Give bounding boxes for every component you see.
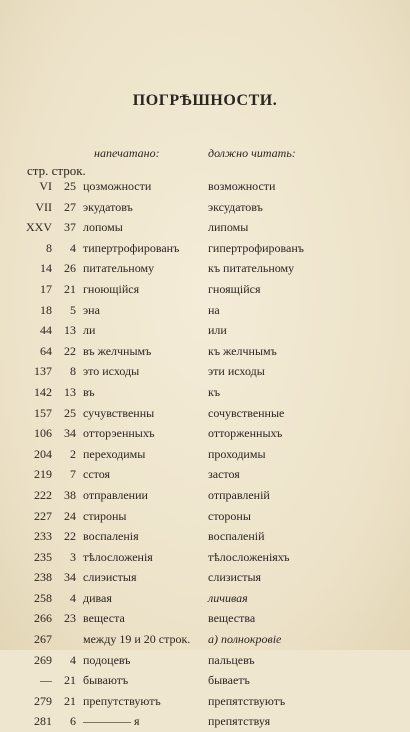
page-number: 238 xyxy=(34,570,52,585)
corrected-text: къ xyxy=(208,384,221,399)
errata-row xyxy=(0,197,410,218)
printed-text: препутствуютъ xyxy=(83,693,161,708)
printed-text: переходимы xyxy=(83,446,146,461)
printed-text: цозможности xyxy=(83,179,152,193)
printed-text: сстоя xyxy=(83,467,111,482)
printed-text: отторэенныхъ xyxy=(83,426,155,441)
line-number: 34 xyxy=(64,570,76,585)
page-number: 267 xyxy=(34,632,52,647)
corrected-text: бываетъ xyxy=(208,673,250,688)
line-number: 27 xyxy=(64,199,76,214)
page-number: 281 xyxy=(34,714,52,729)
printed-text: гноющiйся xyxy=(83,281,140,296)
corrected-text: воспаленiй xyxy=(208,529,265,544)
page-number: 266 xyxy=(34,611,52,626)
errata-row xyxy=(0,176,410,197)
errata-row xyxy=(0,608,410,629)
errata-row xyxy=(0,258,410,279)
corrected-text: отправленiй xyxy=(208,487,270,502)
errata-row xyxy=(0,711,410,732)
line-number: 21 xyxy=(64,693,76,708)
errata-row xyxy=(0,506,410,527)
printed-text: лопомы xyxy=(83,220,123,235)
corrected-text: отторженныхъ xyxy=(208,426,283,441)
line-number: 8 xyxy=(70,364,76,379)
printed-text: въ xyxy=(83,384,95,399)
errata-table xyxy=(0,176,410,732)
line-number: 4 xyxy=(70,590,76,605)
page-number: 269 xyxy=(34,652,52,667)
printed-text: тѣлосложенiя xyxy=(83,549,153,564)
page-number: 8 xyxy=(46,240,52,255)
errata-row xyxy=(0,629,410,650)
printed-text: эна xyxy=(83,302,100,317)
printed-text: питательному xyxy=(83,261,155,276)
page-number: 142 xyxy=(34,384,52,399)
errata-row xyxy=(0,382,410,403)
corrected-text: эти исходы xyxy=(208,364,265,379)
line-number: 21 xyxy=(64,281,76,296)
printed-text: ли xyxy=(83,323,96,338)
corrected-text: гноящiйся xyxy=(208,281,261,296)
errata-row xyxy=(0,403,410,424)
printed-text: дивая xyxy=(83,590,112,605)
line-number: 24 xyxy=(64,508,76,523)
printed-text: отправлении xyxy=(83,487,148,502)
corrected-text: застоя xyxy=(208,467,240,482)
page-number: 219 xyxy=(34,467,52,482)
page-title: ПОГРѢШНОСТИ. xyxy=(132,92,278,109)
printed-text: ———— я xyxy=(83,714,140,729)
line-number: 34 xyxy=(64,426,76,441)
errata-row xyxy=(0,341,410,362)
corrected-text: а) полнокровiе xyxy=(208,632,282,647)
errata-row xyxy=(0,464,410,485)
page-number: 227 xyxy=(34,508,52,523)
errata-row xyxy=(0,567,410,588)
errata-row xyxy=(0,279,410,300)
page-number: VII xyxy=(35,199,52,214)
corrected-text: проходимы xyxy=(208,446,266,461)
line-number: 23 xyxy=(64,611,76,626)
page-number: 106 xyxy=(34,426,52,441)
printed-text: подоцевъ xyxy=(83,652,131,667)
line-number: 4 xyxy=(70,652,76,667)
printed-text: типертрофированъ xyxy=(83,240,180,255)
line-number: 21 xyxy=(64,673,76,688)
should-read-column-header: должно читать: xyxy=(208,146,296,160)
corrected-text: къ желчнымъ xyxy=(208,343,277,358)
page-number: 204 xyxy=(34,446,52,461)
page-number: 157 xyxy=(34,405,52,420)
page-number: 222 xyxy=(34,487,52,502)
line-number: 7 xyxy=(70,467,76,482)
corrected-text: липомы xyxy=(208,220,249,235)
page-number: XXV xyxy=(26,220,52,235)
printed-text: между 19 и 20 строк. xyxy=(83,632,191,647)
page-number: 235 xyxy=(34,549,52,564)
errata-row xyxy=(0,588,410,609)
printed-text: стироны xyxy=(83,508,127,523)
corrected-text: эксудатовъ xyxy=(208,199,263,214)
errata-row xyxy=(0,320,410,341)
corrected-text: къ питательному xyxy=(208,261,295,276)
line-number: 22 xyxy=(64,343,76,358)
errata-row xyxy=(0,300,410,321)
line-number: 4 xyxy=(70,240,76,255)
corrected-text: на xyxy=(208,302,220,317)
errata-row xyxy=(0,650,410,671)
line-number: 37 xyxy=(64,220,76,235)
page-number: 18 xyxy=(40,302,52,317)
corrected-text: или xyxy=(208,323,227,338)
corrected-text: тѣлосложенiяхъ xyxy=(208,549,290,564)
line-number: 2 xyxy=(70,446,76,461)
corrected-text: сочувственные xyxy=(208,405,285,420)
line-number: 3 xyxy=(70,549,76,564)
page-number: — xyxy=(40,673,52,688)
printed-text: это исходы xyxy=(83,364,140,379)
corrected-text: вещества xyxy=(208,611,256,626)
page-number: 258 xyxy=(34,590,52,605)
line-number: 13 xyxy=(64,323,76,338)
page-number: 64 xyxy=(40,343,52,358)
corrected-text: стороны xyxy=(208,508,251,523)
page-number: 44 xyxy=(40,323,52,338)
corrected-text: возможности xyxy=(208,179,276,193)
errata-row xyxy=(0,423,410,444)
printed-text: вещеста xyxy=(83,611,125,626)
line-number: 38 xyxy=(64,487,76,502)
errata-row xyxy=(0,361,410,382)
page-number: 137 xyxy=(34,364,52,379)
corrected-text: препятствуя xyxy=(208,714,271,729)
page-number: 14 xyxy=(40,261,52,276)
line-number: 6 xyxy=(70,714,76,729)
line-number: 25 xyxy=(64,405,76,420)
line-number: 5 xyxy=(70,302,76,317)
printed-text: слиэистыя xyxy=(83,570,137,585)
corrected-text: гипертрофированъ xyxy=(208,240,304,255)
errata-row xyxy=(0,238,410,259)
printed-text: экудатовъ xyxy=(83,199,133,214)
corrected-text: пальцевъ xyxy=(208,652,255,667)
corrected-text: личивая xyxy=(208,590,248,605)
corrected-text: слизистыя xyxy=(208,570,262,585)
errata-row xyxy=(0,526,410,547)
printed-text: бываютъ xyxy=(83,673,129,688)
printed-column-header: напечатано: xyxy=(94,146,160,160)
page-number: 279 xyxy=(34,693,52,708)
printed-text: воспаленiя xyxy=(83,529,139,544)
page-number: VI xyxy=(39,179,52,193)
errata-row xyxy=(0,547,410,568)
errata-row xyxy=(0,670,410,691)
page-number: 17 xyxy=(40,281,52,296)
printed-text: сучувственны xyxy=(83,405,155,420)
line-number: 25 xyxy=(64,179,76,193)
line-number: 22 xyxy=(64,529,76,544)
page-number: 233 xyxy=(34,529,52,544)
page-line-column-header: стр. строк. xyxy=(27,163,86,178)
line-number: 13 xyxy=(64,384,76,399)
errata-row xyxy=(0,444,410,465)
printed-text: въ желчнымъ xyxy=(83,343,152,358)
errata-row xyxy=(0,691,410,712)
line-number: 26 xyxy=(64,261,76,276)
errata-row xyxy=(0,217,410,238)
corrected-text: препятствуютъ xyxy=(208,693,286,708)
errata-row xyxy=(0,485,410,506)
